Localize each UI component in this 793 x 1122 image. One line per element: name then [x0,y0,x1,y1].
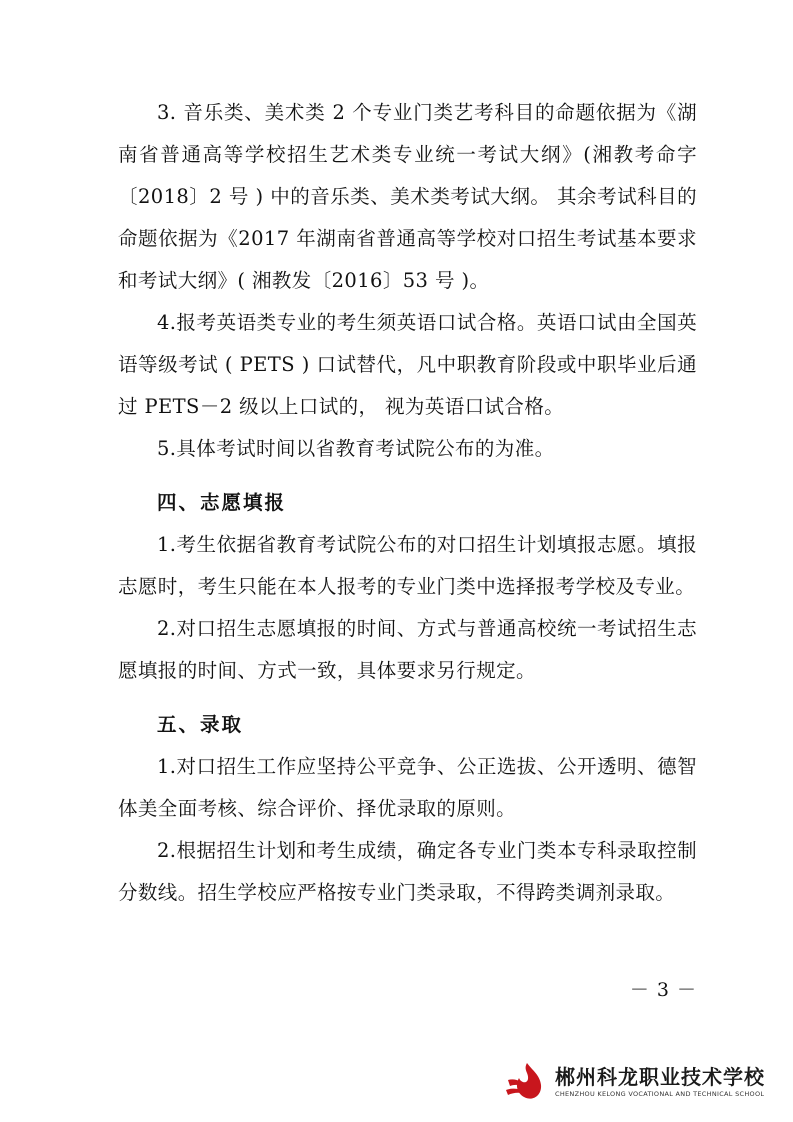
paragraph-item-5: 5.具体考试时间以省教育考试院公布的为准。 [157,437,555,460]
flame-swoosh-logo-icon [503,1060,547,1104]
section-five-paragraph-2: 2.根据招生计划和考生成绩，确定各专业门类本专科录取控制分数线。招生学校应严格按专业门类录取，不得跨类调剂录取。 [118,839,697,904]
school-name-cn: 郴州科龙职业技术学校 [555,1064,765,1089]
school-logo [503,1060,765,1104]
paragraph-item-3: 3. 音乐类、美术类 2 个专业门类艺考科目的命题依据为《湖南省普通高等学校招生艺术类专业统一考试大纲》(湘教考命字〔2018〕2 号 ) 中的音乐类、美术类考试大纲。 其余考试科目的命题依据为《2017 年湖南省普通高等学校对口招生考试基本要求和考试大纲》( 湘教发〔2016〕53 号 )。 [118,101,697,292]
page-number: － 3 － [629,979,697,1001]
document-body [118,92,697,914]
section-heading-five: 五、录取 [157,713,244,736]
section-four-paragraph-2: 2.对口招生志愿填报的时间、方式与普通高校统一考试招生志愿填报的时间、方式一致，具体要求另行规定。 [118,617,697,682]
section-four-paragraph-1: 1.考生依据省教育考试院公布的对口招生计划填报志愿。填报志愿时，考生只能在本人报考的专业门类中选择报考学校及专业。 [118,533,697,598]
school-name-block [555,1066,765,1098]
section-heading-four: 四、志愿填报 [157,491,287,514]
school-name-en: CHENZHOU KELONG VOCATIONAL AND TECHNICAL SCHOOL [555,1089,765,1098]
paragraph-item-4: 4.报考英语类专业的考生须英语口试合格。英语口试由全国英语等级考试 ( PETS ) 口试替代，凡中职教育阶段或中职毕业后通过 PETS－2 级以上口试的， 视为英语口试合格。 [118,311,697,418]
section-five-paragraph-1: 1.对口招生工作应坚持公平竞争、公正选拔、公开透明、德智体美全面考核、综合评价、择优录取的原则。 [118,755,697,820]
